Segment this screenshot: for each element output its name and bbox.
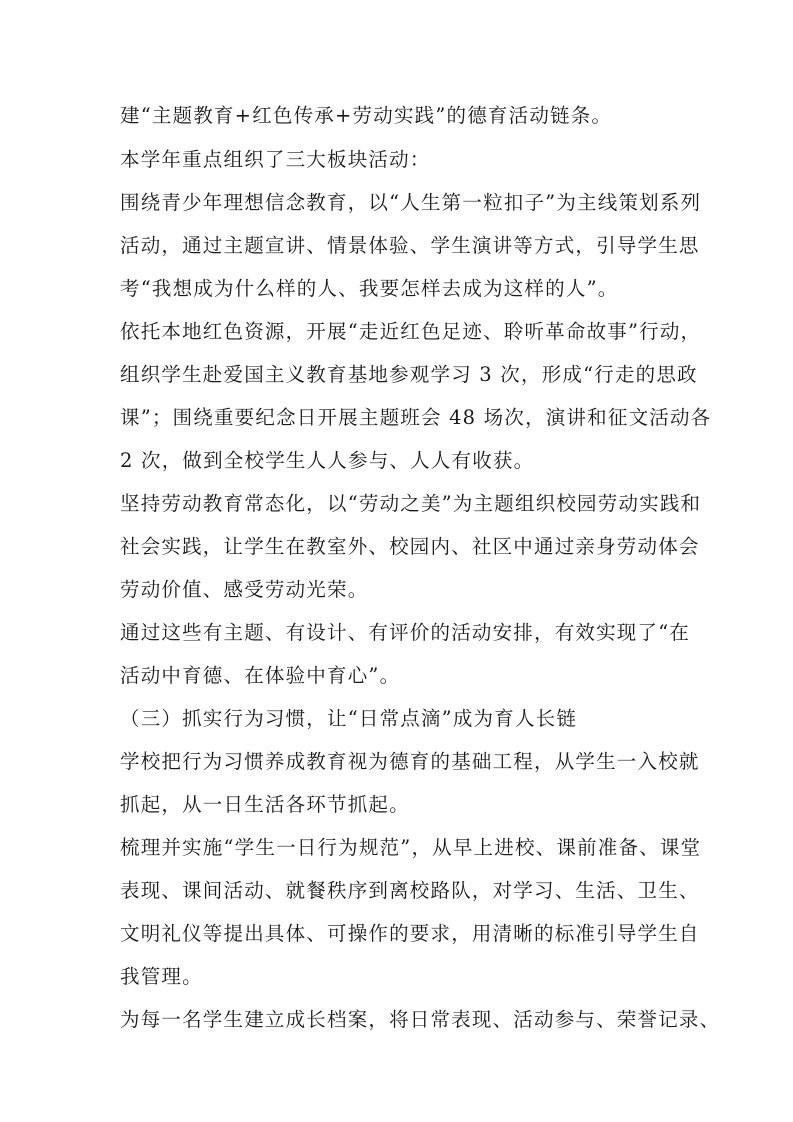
text-line: 围绕青少年理想信念教育，以“人生第一粒扣子”为主线策划系列 — [120, 191, 702, 214]
text-line: 考“我想成为什么样的人、我要怎样去成为这样的人”。 — [120, 277, 619, 300]
text-line: 2 次，做到全校学生人人参与、人人有收获。 — [120, 449, 535, 472]
text-line: 组织学生赴爱国主义教育基地参观学习 3 次，形成“行走的思政 — [120, 363, 698, 386]
text-line: 社会实践，让学生在教室外、校园内、社区中通过亲身劳动体会 — [120, 535, 700, 558]
text-line: 文明礼仪等提出具体、可操作的要求，用清晰的标准引导学生自 — [120, 922, 700, 945]
text-line: 通过这些有主题、有设计、有评价的活动安排，有效实现了“在 — [120, 621, 691, 644]
text-line: 表现、课间活动、就餐秩序到离校路队，对学习、生活、卫生、 — [120, 879, 700, 902]
text-line: 我管理。 — [120, 965, 203, 988]
text-line: 活动中育德、在体验中育心”。 — [120, 664, 401, 687]
text-line: 活动，通过主题宣讲、情景体验、学生演讲等方式，引导学生思 — [120, 234, 700, 257]
text-line: 为每一名学生建立成长档案，将日常表现、活动参与、荣誉记录、 — [120, 1008, 721, 1031]
text-line: 建“主题教育+红色传承+劳动实践”的德育活动链条。 — [120, 104, 613, 127]
text-line: 学校把行为习惯养成教育视为德育的基础工程，从学生一入校就 — [120, 750, 700, 773]
text-line: 依托本地红色资源，开展“走近红色足迹、聆听革命故事”行动， — [120, 320, 702, 343]
text-line: 课”；围绕重要纪念日开展主题班会 48 场次，演讲和征文活动各 — [120, 406, 712, 429]
text-line: 抓起，从一日生活各环节抓起。 — [120, 793, 410, 816]
text-line: 坚持劳动教育常态化，以“劳动之美”为主题组织校园劳动实践和 — [120, 492, 702, 515]
text-line: 梳理并实施“学生一日行为规范”，从早上进校、课前准备、课堂 — [120, 836, 702, 859]
text-line: 本学年重点组织了三大板块活动： — [120, 148, 431, 171]
section-heading: （三）抓实行为习惯，让“日常点滴”成为育人长链 — [120, 707, 578, 730]
text-line: 劳动价值、感受劳动光荣。 — [120, 578, 369, 601]
